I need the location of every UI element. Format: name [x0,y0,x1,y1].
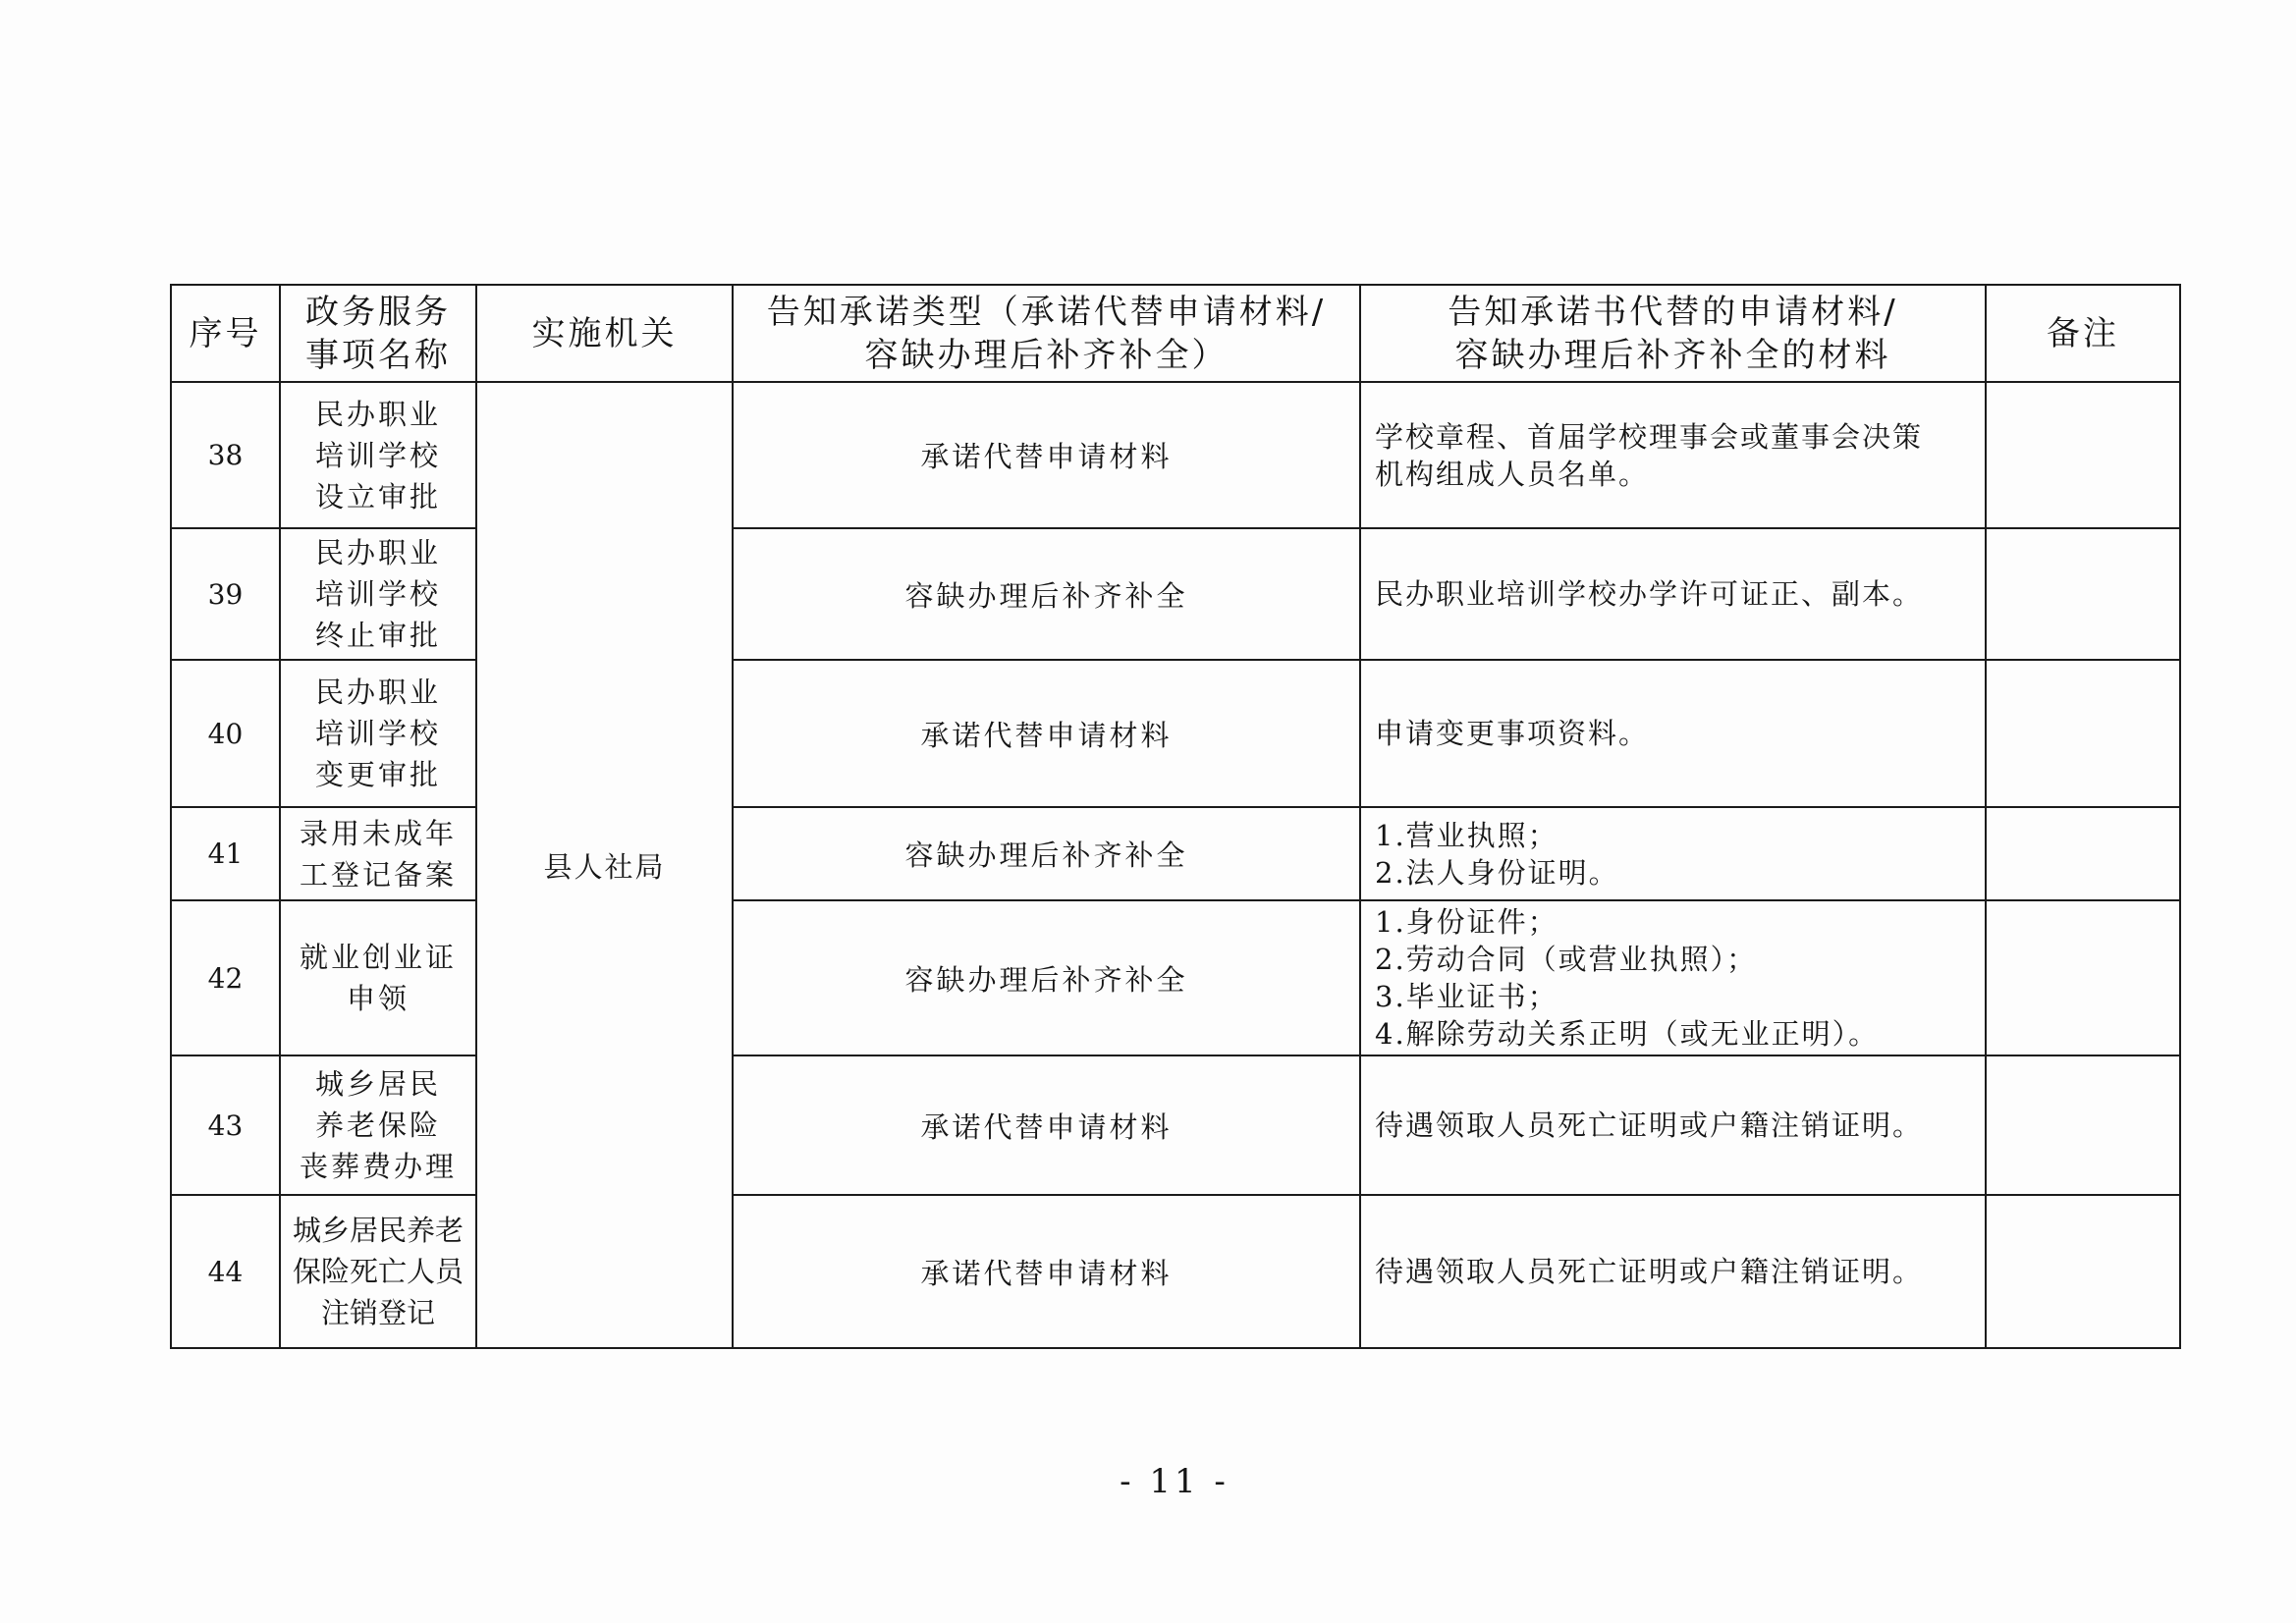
item-name-line: 申领 [346,982,410,1015]
materials-line: 待遇领取人员死亡证明或户籍注销证明。 [1375,1255,1924,1288]
serial-number-cell: 42 [171,900,280,1055]
commitment-type-cell: 容缺办理后补齐补全 [733,528,1360,660]
item-name-line: 丧葬费办理 [299,1150,457,1183]
header-item-name [280,285,476,382]
header-materials-line: 容缺办理后补齐补全的材料 [1454,335,1891,375]
materials-line: 2.劳动合同（或营业执照）； [1375,943,1758,976]
item-name-line: 养老保险 [314,1109,441,1142]
materials-cell [1360,1055,1986,1195]
materials-line: 申请变更事项资料。 [1375,717,1650,750]
materials-line: 待遇领取人员死亡证明或户籍注销证明。 [1375,1109,1924,1142]
table-row [171,528,2180,660]
materials-line: 3.毕业证书； [1375,980,1558,1013]
materials-line: 4.解除劳动关系正明（或无业正明）。 [1375,1017,1880,1051]
page-number: - 11 - [1120,1462,1230,1501]
header-commitment-type-line: 容缺办理后补齐补全） [864,335,1229,375]
item-name-line: 培训学校 [314,438,441,472]
commitment-type-cell: 容缺办理后补齐补全 [733,900,1360,1055]
materials-line: 机构组成人员名单。 [1375,457,1650,491]
header-materials [1360,285,1986,382]
header-serial-number: 序号 [171,285,280,382]
header-commitment-type-line: 告知承诺类型（承诺代替申请材料/ [766,292,1327,332]
commitment-type-cell: 承诺代替申请材料 [733,660,1360,807]
commitment-type-cell: 承诺代替申请材料 [733,1195,1360,1348]
remarks-cell [1986,528,2180,660]
table-row [171,900,2180,1055]
table-header-row [171,285,2180,382]
item-name-line: 保险死亡人员 [292,1255,464,1288]
item-name-cell [280,1055,476,1195]
table-row [171,660,2180,807]
item-name-cell [280,807,476,900]
item-name-line: 变更审批 [314,758,441,791]
materials-cell [1360,900,1986,1055]
materials-line: 1.营业执照； [1375,818,1558,852]
item-name-line: 注销登记 [320,1296,435,1329]
header-item-name-line: 事项名称 [305,335,451,375]
item-name-cell [280,1195,476,1348]
item-name-line: 录用未成年 [299,816,457,850]
materials-line: 学校章程、首届学校理事会或董事会决策 [1375,419,1924,454]
item-name-line: 培训学校 [314,717,441,750]
item-name-line: 民办职业 [314,536,441,569]
item-name-line: 设立审批 [314,479,441,514]
serial-number-cell: 40 [171,660,280,807]
table-row [171,807,2180,900]
approval-items-table [170,284,2181,1349]
serial-number-cell: 43 [171,1055,280,1195]
materials-line: 2.法人身份证明。 [1375,855,1619,890]
agency-cell: 县人社局 [476,382,733,1348]
item-name-line: 民办职业 [314,397,441,431]
serial-number-cell: 39 [171,528,280,660]
commitment-type-cell: 承诺代替申请材料 [733,1055,1360,1195]
item-name-line: 就业创业证 [299,941,457,974]
header-item-name-line: 政务服务 [305,292,451,332]
table-row [171,1055,2180,1195]
serial-number-cell: 41 [171,807,280,900]
item-name-cell [280,900,476,1055]
materials-line: 1.身份证件； [1375,905,1558,939]
header-agency: 实施机关 [476,285,733,382]
header-remarks: 备注 [1986,285,2180,382]
materials-cell [1360,807,1986,900]
remarks-cell [1986,382,2180,528]
item-name-line: 城乡居民养老 [292,1214,464,1247]
remarks-cell [1986,660,2180,807]
item-name-line: 工登记备案 [299,857,457,892]
commitment-type-cell: 承诺代替申请材料 [733,382,1360,528]
remarks-cell [1986,807,2180,900]
table-row [171,382,2180,528]
item-name-cell [280,528,476,660]
item-name-line: 城乡居民 [314,1067,441,1101]
header-commitment-type [733,285,1360,382]
item-name-cell [280,382,476,528]
remarks-cell [1986,900,2180,1055]
commitment-type-cell: 容缺办理后补齐补全 [733,807,1360,900]
remarks-cell [1986,1195,2180,1348]
item-name-line: 培训学校 [314,577,441,611]
item-name-line: 终止审批 [314,619,441,652]
materials-line: 民办职业培训学校办学许可证正、副本。 [1375,577,1924,611]
materials-cell [1360,382,1986,528]
serial-number-cell: 44 [171,1195,280,1348]
item-name-cell [280,660,476,807]
materials-cell [1360,660,1986,807]
remarks-cell [1986,1055,2180,1195]
materials-cell [1360,1195,1986,1348]
item-name-line: 民办职业 [314,676,441,709]
table-row [171,1195,2180,1348]
materials-cell [1360,528,1986,660]
serial-number-cell: 38 [171,382,280,528]
header-materials-line: 告知承诺书代替的申请材料/ [1448,292,1898,332]
